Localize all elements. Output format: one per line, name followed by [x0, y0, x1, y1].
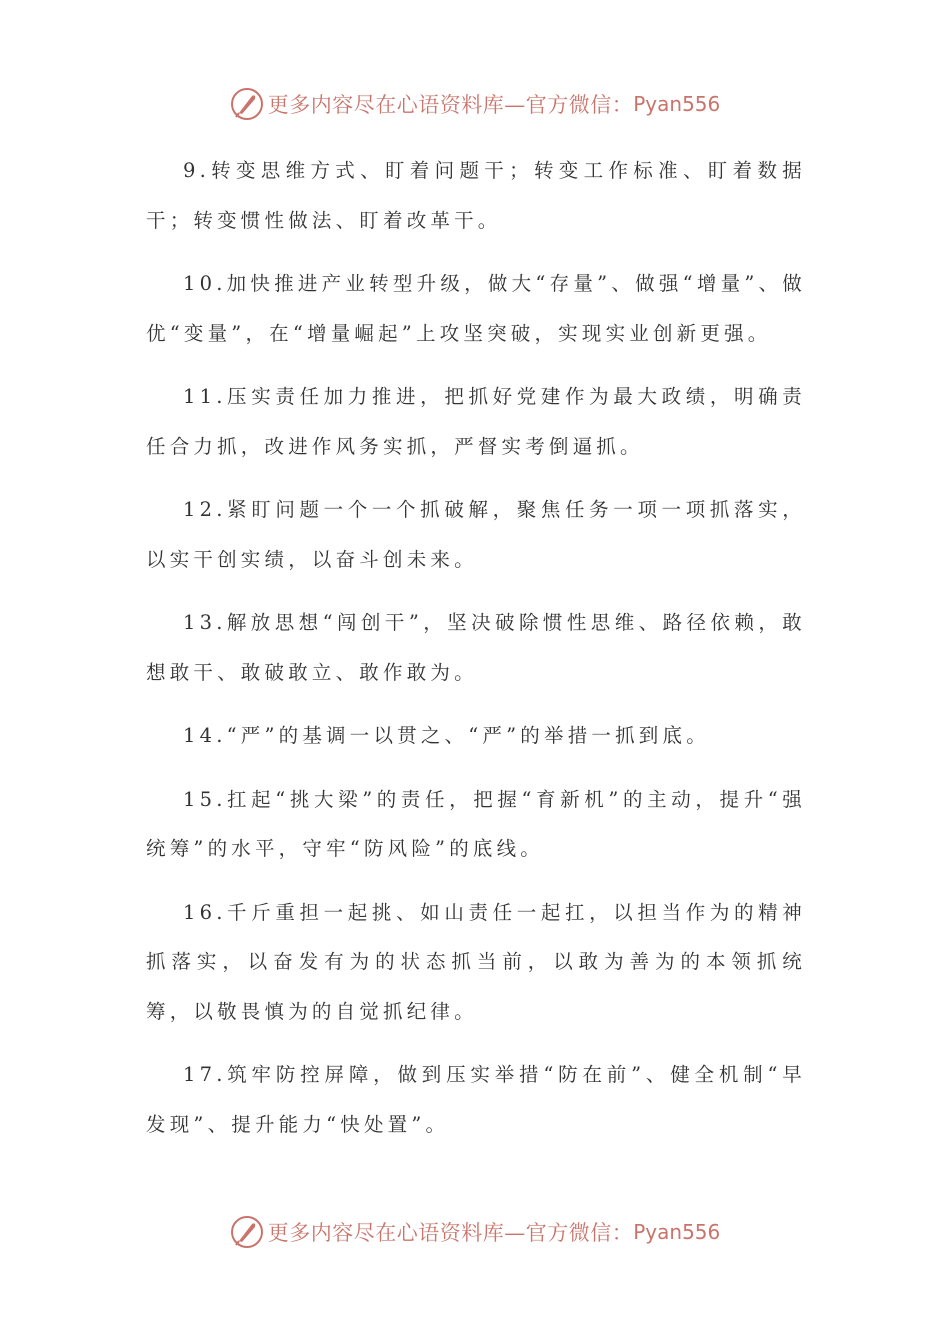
feather-pen-icon	[230, 87, 264, 121]
paragraph-10: 10.加快推进产业转型升级，做大“存量”、做强“增量”、做优“变量”，在“增量崛起”上攻坚突破，实现实业创新更强。	[146, 272, 806, 345]
paragraph-13: 13.解放思想“闯创干”，坚决破除惯性思维、路径依赖，敢想敢干、敢破敢立、敢作敢为。	[146, 611, 806, 684]
footer-banner	[0, 1212, 950, 1252]
feather-pen-icon	[230, 1215, 264, 1249]
wechat-id: Pyan556	[633, 92, 721, 116]
paragraph-11: 11.压实责任加力推进，把抓好党建作为最大政绩，明确责任合力抓，改进作风务实抓，严督实考倒逼抓。	[146, 385, 806, 458]
banner-text: 更多内容尽在心语资料库—官方微信：	[267, 1221, 634, 1245]
document-body	[146, 146, 806, 1163]
paragraph-14: 14.“严”的基调一以贯之、“严”的举措一抓到底。	[183, 724, 710, 747]
paragraph-17: 17.筑牢防控屏障，做到压实举措“防在前”、健全机制“早发现”、提升能力“快处置”。	[146, 1063, 806, 1136]
header-banner	[0, 84, 950, 124]
banner-text: 更多内容尽在心语资料库—官方微信：	[267, 93, 634, 117]
wechat-id: Pyan556	[633, 1220, 721, 1244]
paragraph-15: 15.扛起“挑大梁”的责任，把握“育新机”的主动，提升“强统筹”的水平，守牢“防风险”的底线。	[146, 787, 806, 860]
paragraph-12: 12.紧盯问题一个一个抓破解，聚焦任务一项一项抓落实，以实干创实绩，以奋斗创未来。	[146, 498, 806, 571]
paragraph-16: 16.千斤重担一起挑、如山责任一起扛，以担当作为的精神抓落实，以奋发有为的状态抓当前，以敢为善为的本领抓统筹，以敬畏慎为的自觉抓纪律。	[146, 900, 806, 1023]
paragraph-9: 9.转变思维方式、盯着问题干；转变工作标准、盯着数据干；转变惯性做法、盯着改革干。	[146, 159, 806, 232]
